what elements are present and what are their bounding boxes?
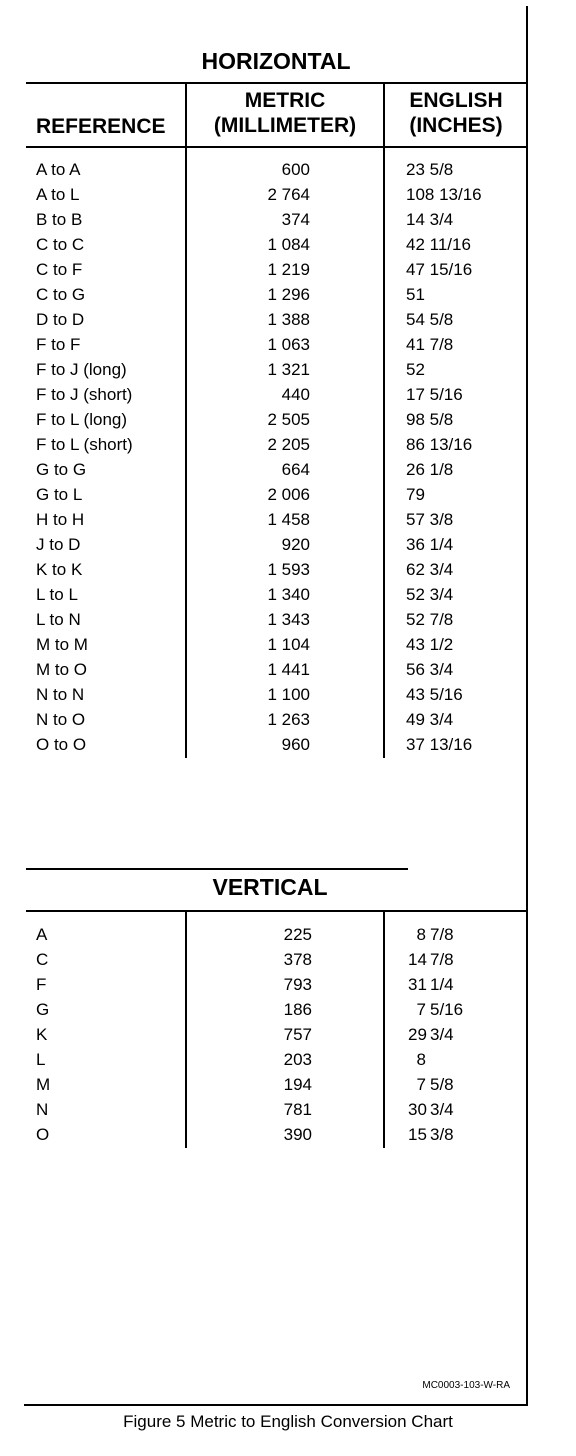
english-cell: 52 3/4 (406, 585, 454, 604)
reference-cell: A to L (36, 185, 80, 204)
english-cell (408, 950, 464, 970)
metric-cell: 2 205 (267, 435, 310, 454)
table-row (0, 1000, 576, 1025)
metric-cell: 2 764 (267, 185, 310, 204)
metric-cell: 1 458 (267, 510, 310, 529)
english-whole: 31 (408, 975, 427, 994)
metric-cell: 1 100 (267, 685, 310, 704)
header-rule (26, 146, 528, 148)
metric-cell: 1 219 (267, 260, 310, 279)
figure-code: MC0003-103-W-RA (422, 1380, 510, 1391)
english-cell: 42 11/16 (406, 235, 471, 254)
metric-cell: 920 (281, 535, 310, 554)
metric-cell: 1 296 (267, 285, 310, 304)
english-header (396, 88, 516, 138)
metric-cell: 390 (283, 1125, 312, 1144)
reference-cell: O to O (36, 735, 87, 754)
english-cell (408, 975, 464, 995)
english-cell: 36 1/4 (406, 535, 454, 554)
table-row (0, 1025, 576, 1050)
metric-cell: 1 343 (267, 610, 310, 629)
english-cell: 62 3/4 (406, 560, 454, 579)
metric-header-line1: METRIC (244, 89, 326, 112)
english-cell: 43 5/16 (406, 685, 463, 704)
reference-cell: N to N (36, 685, 85, 704)
reference-cell: C to G (36, 285, 86, 304)
table-row (0, 560, 576, 585)
reference-cell: A (36, 925, 48, 944)
metric-cell: 1 063 (267, 335, 310, 354)
table-row (0, 185, 576, 210)
table-row (0, 1075, 576, 1100)
reference-cell: G to G (36, 460, 87, 479)
english-whole: 14 (408, 950, 427, 969)
english-header-line2: (INCHES) (409, 114, 503, 137)
horizontal-title-rule (26, 82, 528, 84)
table-row (0, 585, 576, 610)
english-fraction: 3/4 (430, 1100, 454, 1119)
table-row (0, 435, 576, 460)
english-cell: 57 3/8 (406, 510, 454, 529)
english-cell: 79 (406, 485, 425, 504)
english-fraction: 3/4 (430, 1025, 454, 1044)
reference-cell: L (36, 1050, 46, 1069)
table-row (0, 535, 576, 560)
table-row (0, 335, 576, 360)
table-row (0, 285, 576, 310)
metric-cell: 1 340 (267, 585, 310, 604)
english-fraction: 7/8 (430, 925, 454, 944)
reference-cell: J to D (36, 535, 81, 554)
table-row (0, 975, 576, 1000)
table-row (0, 925, 576, 950)
english-cell: 108 13/16 (406, 185, 482, 204)
metric-cell: 600 (281, 160, 310, 179)
table-row (0, 1050, 576, 1075)
table-row (0, 235, 576, 260)
table-row (0, 210, 576, 235)
english-whole: 8 (416, 1050, 426, 1069)
reference-cell: M (36, 1075, 51, 1094)
reference-cell: D to D (36, 310, 85, 329)
english-cell (408, 1125, 464, 1145)
english-header-line1: ENGLISH (409, 89, 503, 112)
table-row (0, 1125, 576, 1150)
english-cell (408, 1100, 464, 1120)
table-row (0, 685, 576, 710)
metric-cell: 225 (283, 925, 312, 944)
vertical-title: VERTICAL (212, 874, 328, 900)
metric-cell: 1 593 (267, 560, 310, 579)
metric-cell: 781 (283, 1100, 312, 1119)
english-cell: 54 5/8 (406, 310, 454, 329)
english-cell: 52 7/8 (406, 610, 454, 629)
metric-cell: 2 505 (267, 410, 310, 429)
english-whole: 29 (408, 1025, 427, 1044)
reference-cell: N to O (36, 710, 86, 729)
table-row (0, 610, 576, 635)
reference-cell: B to B (36, 210, 83, 229)
reference-cell: K (36, 1025, 48, 1044)
english-cell: 26 1/8 (406, 460, 454, 479)
reference-cell: G (36, 1000, 50, 1019)
metric-cell: 374 (281, 210, 310, 229)
metric-cell: 1 321 (267, 360, 310, 379)
table-row (0, 160, 576, 185)
table-row (0, 385, 576, 410)
metric-cell: 203 (283, 1050, 312, 1069)
reference-cell: K to K (36, 560, 83, 579)
reference-cell: L to N (36, 610, 81, 629)
reference-cell: A to A (36, 160, 81, 179)
metric-cell: 440 (281, 385, 310, 404)
metric-cell: 1 388 (267, 310, 310, 329)
english-cell: 41 7/8 (406, 335, 454, 354)
table-row (0, 635, 576, 660)
english-fraction: 5/16 (430, 1000, 464, 1019)
metric-cell: 2 006 (267, 485, 310, 504)
english-whole: 7 (416, 1000, 426, 1019)
english-fraction: 1/4 (430, 975, 454, 994)
reference-cell: M to O (36, 660, 88, 679)
reference-cell: G to L (36, 485, 83, 504)
english-cell: 51 (406, 285, 425, 304)
reference-cell: C (36, 950, 49, 969)
metric-cell: 1 084 (267, 235, 310, 254)
table-row (0, 260, 576, 285)
english-cell: 43 1/2 (406, 635, 454, 654)
table-row (0, 360, 576, 385)
english-cell: 56 3/4 (406, 660, 454, 679)
metric-header-line2: (MILLIMETER) (213, 114, 357, 137)
english-fraction: 7/8 (430, 950, 454, 969)
english-cell (408, 925, 464, 945)
table-row (0, 460, 576, 485)
table-row (0, 310, 576, 335)
english-cell: 49 3/4 (406, 710, 454, 729)
english-cell (408, 1050, 464, 1070)
vertical-top-rule (26, 868, 408, 870)
table-row (0, 660, 576, 685)
english-whole: 7 (416, 1075, 426, 1094)
english-whole: 30 (408, 1100, 427, 1119)
horizontal-title: HORIZONTAL (201, 48, 351, 74)
metric-cell: 1 441 (267, 660, 310, 679)
english-cell: 23 5/8 (406, 160, 454, 179)
metric-cell: 757 (283, 1025, 312, 1044)
reference-cell: F to J (long) (36, 360, 127, 379)
reference-cell: O (36, 1125, 50, 1144)
reference-cell: F to L (long) (36, 410, 128, 429)
reference-cell: C to F (36, 260, 83, 279)
english-cell (408, 1000, 464, 1020)
reference-cell: H to H (36, 510, 85, 529)
reference-cell: N (36, 1100, 49, 1119)
metric-cell: 194 (283, 1075, 312, 1094)
metric-cell: 186 (283, 1000, 312, 1019)
english-cell: 14 3/4 (406, 210, 454, 229)
reference-cell: F to F (36, 335, 81, 354)
table-row (0, 950, 576, 975)
english-cell: 47 15/16 (406, 260, 473, 279)
english-fraction: 5/8 (430, 1075, 454, 1094)
table-row (0, 710, 576, 735)
vertical-title-rule (26, 910, 528, 912)
metric-cell: 664 (281, 460, 310, 479)
english-cell (408, 1075, 464, 1095)
english-cell: 98 5/8 (406, 410, 454, 429)
table-row (0, 485, 576, 510)
reference-cell: F to L (short) (36, 435, 133, 454)
english-cell: 86 13/16 (406, 435, 473, 454)
metric-header (196, 88, 374, 138)
english-cell: 17 5/16 (406, 385, 463, 404)
table-row (0, 510, 576, 535)
metric-cell: 793 (283, 975, 312, 994)
english-whole: 8 (416, 925, 426, 944)
reference-cell: F (36, 975, 47, 994)
table-row (0, 735, 576, 760)
reference-cell: C to C (36, 235, 85, 254)
english-cell: 37 13/16 (406, 735, 473, 754)
table-row (0, 410, 576, 435)
metric-cell: 1 104 (267, 635, 310, 654)
reference-cell: M to M (36, 635, 88, 654)
reference-cell: F to J (short) (36, 385, 133, 404)
metric-cell: 960 (281, 735, 310, 754)
metric-cell: 1 263 (267, 710, 310, 729)
english-cell (408, 1025, 464, 1045)
metric-cell: 378 (283, 950, 312, 969)
table-row (0, 1100, 576, 1125)
reference-header: REFERENCE (36, 115, 166, 138)
english-fraction: 3/8 (430, 1125, 454, 1144)
english-cell: 52 (406, 360, 425, 379)
reference-cell: L to L (36, 585, 78, 604)
figure-caption: Figure 5 Metric to English Conversion Chart (123, 1412, 453, 1431)
english-whole: 15 (408, 1125, 427, 1144)
